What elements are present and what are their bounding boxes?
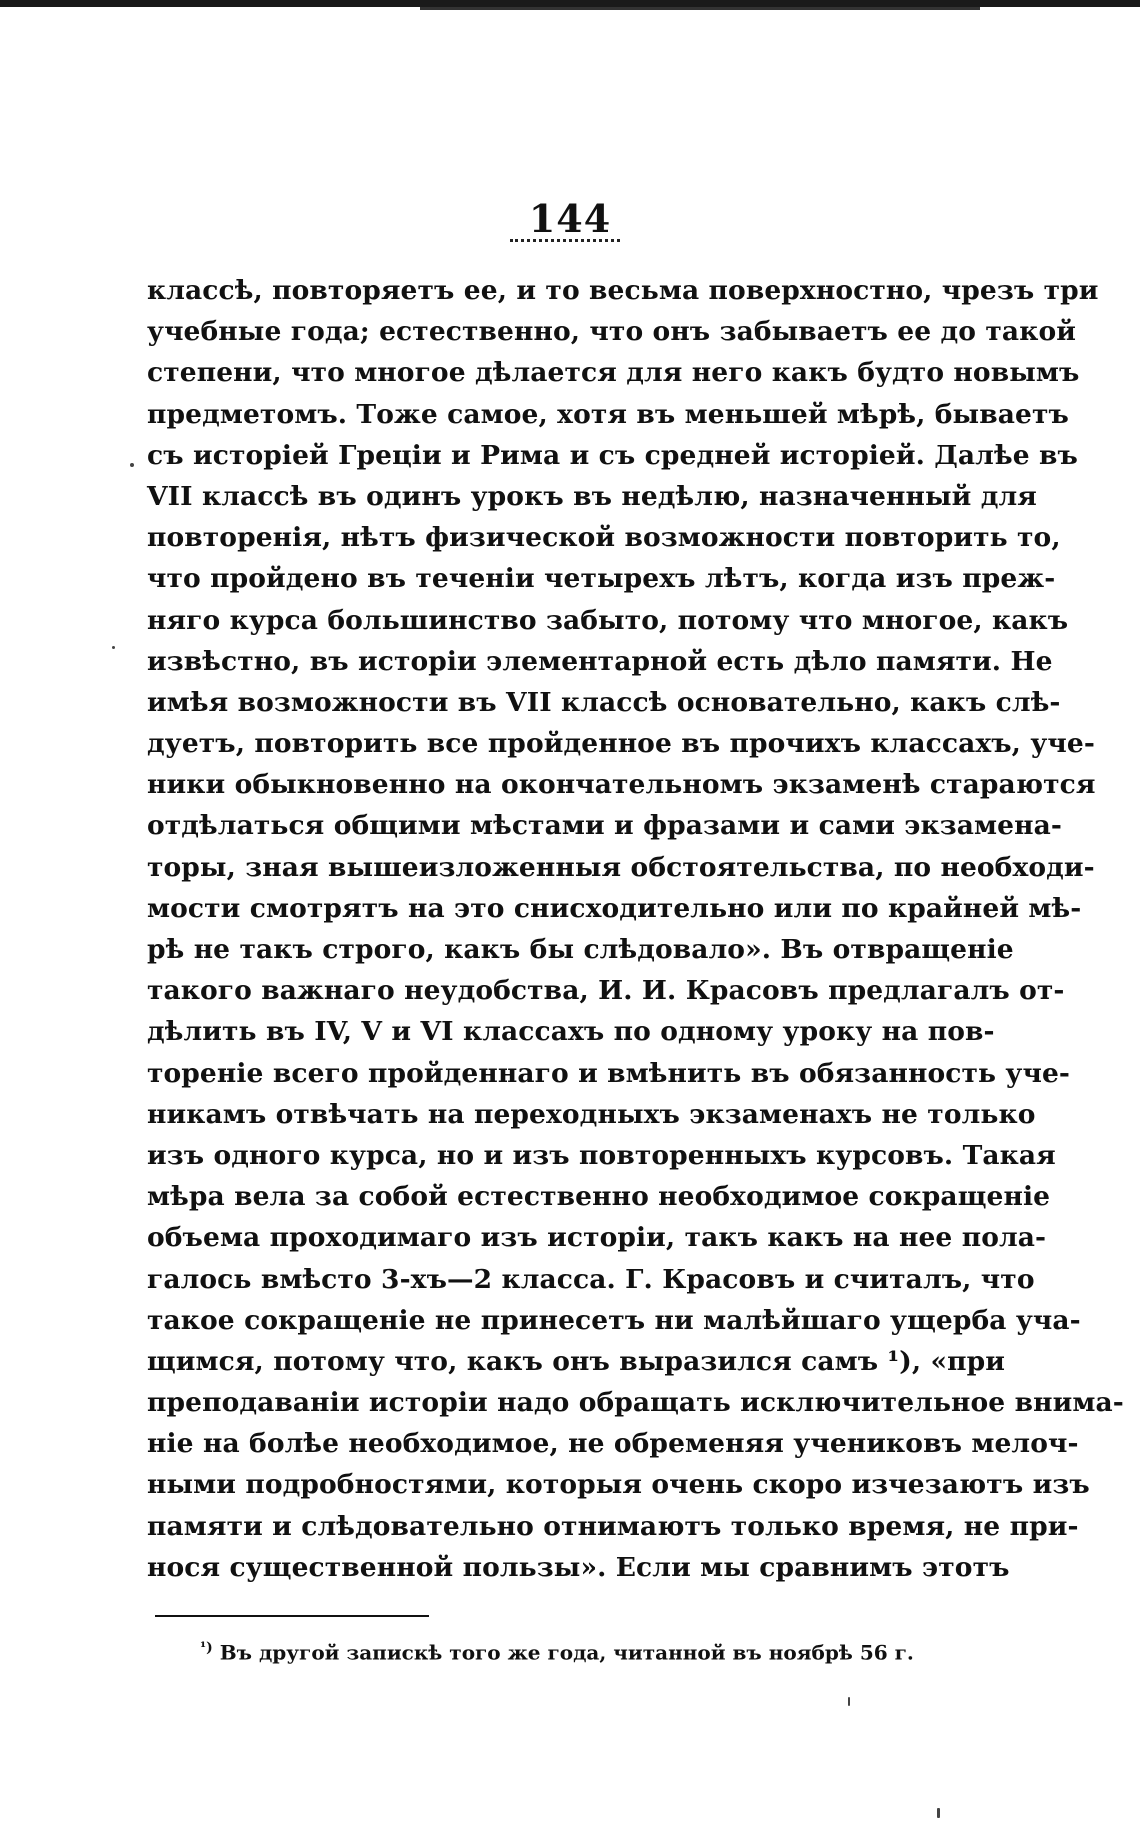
scan-speck	[848, 1697, 850, 1706]
page-number-dotted-rule	[510, 239, 620, 242]
footnote-marker: ¹)	[200, 1640, 213, 1656]
text-line: повторенія, нѣтъ физической возможности повторить то,	[147, 522, 1061, 554]
text-line: предметомъ. Тоже самое, хотя въ меньшей мѣрѣ, бываетъ	[147, 398, 1069, 430]
text-line: классѣ, повторяетъ ее, и то весьма поверхностно, чрезъ три	[147, 275, 1099, 306]
text-line: дуетъ, повторить все пройденное въ прочихъ классахъ, уче-	[147, 728, 1095, 760]
text-line: такого важнаго неудобства, И. И. Красовъ предлагалъ от-	[147, 975, 1065, 1007]
text-line: памяти и слѣдовательно отнимаютъ только время, не при-	[147, 1510, 1079, 1542]
text-line: рѣ не такъ строго, какъ бы слѣдовало». Въ отвращеніе	[147, 934, 1014, 965]
text-line: VII классѣ въ одинъ урокъ въ недѣлю, назначенный для	[147, 480, 1037, 512]
text-line: мости смотрятъ на это снисходительно или по крайней мѣ-	[147, 892, 1082, 924]
text-line: такое сокращеніе не принесетъ ни малѣйшаго ущерба уча-	[147, 1304, 1081, 1336]
text-line: мѣра вела за собой естественно необходимое сокращеніе	[147, 1181, 1051, 1213]
body-text	[147, 270, 1124, 1588]
top-edge-rule-secondary	[420, 7, 980, 10]
text-line: что пройдено въ теченіи четырехъ лѣтъ, когда изъ преж-	[147, 563, 1056, 595]
text-line: имѣя возможности въ VII классѣ основательно, какъ слѣ-	[147, 686, 1061, 718]
text-line: торы, зная вышеизложенныя обстоятельства, по необходи-	[147, 851, 1095, 883]
footnote-separator	[155, 1615, 429, 1617]
text-line: ными подробностями, которыя очень скоро изчезаютъ изъ	[147, 1469, 1090, 1501]
scan-speck	[130, 463, 134, 467]
text-line: галось вмѣсто 3-хъ—2 класса. Г. Красовъ и считалъ, что	[147, 1263, 1035, 1295]
text-line: степени, что многое дѣлается для него какъ будто новымъ	[147, 357, 1080, 389]
scan-speck	[937, 1808, 940, 1818]
text-line: ніе на болѣе необходимое, не обременяя учениковъ мелоч-	[147, 1428, 1079, 1460]
text-line: ники обыкновенно на окончательномъ экзаменѣ стараются	[147, 769, 1096, 801]
text-line: отдѣлаться общими мѣстами и фразами и сами экзамена-	[147, 810, 1062, 842]
text-line: щимся, потому что, какъ онъ выразился самъ ¹), «при	[147, 1345, 1006, 1377]
text-line: нося существенной пользы». Если мы сравнимъ этотъ	[147, 1551, 1010, 1583]
text-line: тореніе всего пройденнаго и вмѣнить въ обязанность уче-	[147, 1057, 1071, 1089]
text-line: съ исторіей Греціи и Рима и съ средней исторіей. Далѣе въ	[147, 439, 1078, 471]
text-line: преподаваніи исторіи надо обращать исключительное внима-	[147, 1387, 1124, 1419]
footnote-text: Въ другой запискѣ того же года, читанной въ ноябрѣ 56 г.	[219, 1640, 914, 1665]
text-line: объема проходимаго изъ исторіи, такъ какъ на нее пола-	[147, 1222, 1047, 1254]
top-edge-rule	[0, 0, 1140, 7]
text-line: учебные года; естественно, что онъ забываетъ ее до такой	[147, 316, 1076, 348]
footnote	[200, 1640, 960, 1665]
text-line: изъ одного курса, но и изъ повторенныхъ курсовъ. Такая	[147, 1139, 1056, 1171]
text-line: извѣстно, въ исторіи элементарной есть дѣло памяти. Не	[147, 645, 1053, 677]
page-number: 144	[528, 196, 612, 241]
text-line: няго курса большинство забыто, потому что многое, какъ	[147, 604, 1069, 636]
text-line: никамъ отвѣчать на переходныхъ экзаменахъ не только	[147, 1098, 1036, 1130]
text-line: дѣлить въ IV, V и VI классахъ по одному уроку на пов-	[147, 1016, 995, 1048]
scan-speck	[112, 646, 115, 649]
